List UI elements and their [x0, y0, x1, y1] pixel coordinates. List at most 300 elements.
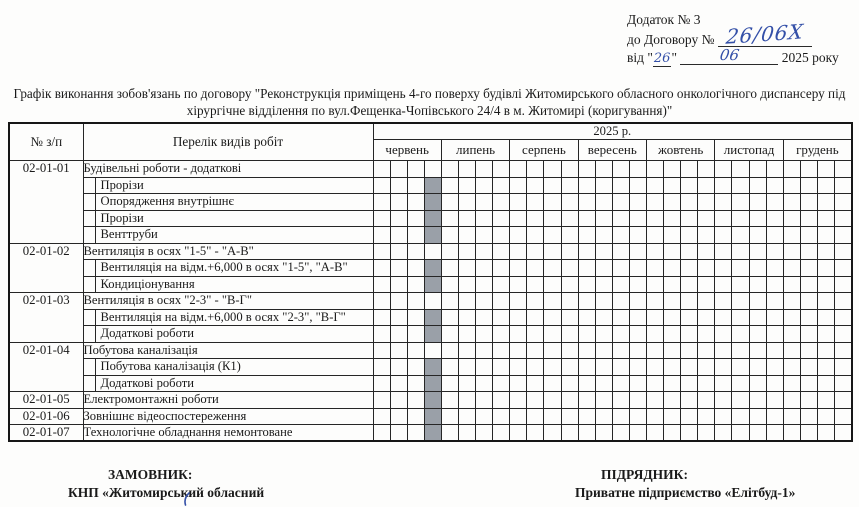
gantt-cell: [664, 177, 681, 194]
gantt-cell: [527, 260, 544, 277]
gantt-cell: [835, 392, 852, 409]
table-row: [9, 326, 852, 343]
gantt-cell: [629, 342, 646, 359]
year-header: 2025 р.: [373, 123, 852, 140]
gantt-cell: [766, 210, 783, 227]
work-item-label: Прорізи: [83, 177, 373, 194]
gantt-cell: [407, 194, 424, 211]
gantt-cell: [749, 293, 766, 310]
gantt-cell: [578, 161, 595, 178]
date-month-handwritten: 06: [718, 46, 741, 64]
gantt-cell: [715, 408, 732, 425]
gantt-cell: [664, 260, 681, 277]
gantt-cell: [527, 392, 544, 409]
gantt-cell-filled: [424, 309, 441, 326]
gantt-cell: [441, 425, 458, 442]
gantt-cell: [458, 260, 475, 277]
gantt-cell: [800, 359, 817, 376]
gantt-cell: [510, 392, 527, 409]
gantt-cell: [476, 227, 493, 244]
gantt-cell: [817, 161, 834, 178]
gantt-cell: [373, 243, 390, 260]
gantt-cell: [407, 392, 424, 409]
gantt-cell: [629, 227, 646, 244]
gantt-cell: [749, 309, 766, 326]
gantt-cell: [783, 210, 800, 227]
gantt-cell: [612, 210, 629, 227]
gantt-cell: [681, 177, 698, 194]
gantt-cell: [800, 177, 817, 194]
gantt-cell: [732, 276, 749, 293]
gantt-cell: [373, 326, 390, 343]
month-header: жовтень: [647, 140, 715, 161]
row-number: 02-01-07: [9, 425, 83, 442]
date-day-handwritten: 26: [653, 51, 671, 66]
gantt-cell: [800, 243, 817, 260]
gantt-cell: [800, 342, 817, 359]
gantt-cell: [595, 194, 612, 211]
gantt-cell: [441, 161, 458, 178]
gantt-cell: [390, 194, 407, 211]
gantt-cell: [800, 260, 817, 277]
work-item-label: Венттруби: [83, 227, 373, 244]
gantt-cell: [732, 210, 749, 227]
gantt-cell: [664, 408, 681, 425]
gantt-cell: [783, 177, 800, 194]
gantt-cell: [612, 243, 629, 260]
gantt-cell: [715, 276, 732, 293]
gantt-cell: [510, 375, 527, 392]
gantt-cell: [800, 293, 817, 310]
gantt-cell: [698, 161, 715, 178]
gantt-cell: [800, 326, 817, 343]
gantt-cell: [783, 425, 800, 442]
gantt-cell: [373, 227, 390, 244]
gantt-cell: [510, 276, 527, 293]
gantt-cell: [647, 375, 664, 392]
gantt-cell: [681, 243, 698, 260]
gantt-cell: [544, 194, 561, 211]
gantt-cell: [390, 425, 407, 442]
gantt-cell: [373, 210, 390, 227]
gantt-cell: [595, 227, 612, 244]
gantt-cell: [527, 177, 544, 194]
gantt-cell: [595, 293, 612, 310]
work-item-label: Будівельні роботи - додаткові: [83, 161, 373, 178]
gantt-cell: [493, 177, 510, 194]
gantt-cell: [458, 408, 475, 425]
gantt-cell: [390, 359, 407, 376]
gantt-cell: [732, 260, 749, 277]
gantt-cell: [578, 260, 595, 277]
gantt-cell: [629, 309, 646, 326]
gantt-cell: [835, 177, 852, 194]
gantt-cell: [441, 375, 458, 392]
gantt-cell: [715, 194, 732, 211]
gantt-cell: [578, 425, 595, 442]
gantt-cell: [476, 359, 493, 376]
gantt-cell: [647, 359, 664, 376]
gantt-cell: [458, 194, 475, 211]
gantt-cell: [800, 309, 817, 326]
gantt-cell: [527, 227, 544, 244]
gantt-cell: [595, 161, 612, 178]
gantt-cell: [749, 359, 766, 376]
gantt-cell: [783, 309, 800, 326]
gantt-cell: [544, 210, 561, 227]
gantt-cell: [629, 408, 646, 425]
gantt-cell: [647, 408, 664, 425]
gantt-cell: [424, 161, 441, 178]
gantt-cell: [681, 210, 698, 227]
gantt-cell: [698, 177, 715, 194]
gantt-cell: [835, 243, 852, 260]
work-item-label: Електромонтажні роботи: [83, 392, 373, 409]
gantt-cell: [510, 210, 527, 227]
gantt-cell: [664, 375, 681, 392]
gantt-cell: [458, 227, 475, 244]
gantt-cell: [749, 227, 766, 244]
gantt-cell: [476, 326, 493, 343]
gantt-cell: [629, 326, 646, 343]
gantt-cell: [612, 326, 629, 343]
gantt-cell: [510, 408, 527, 425]
gantt-cell: [458, 309, 475, 326]
gantt-cell: [390, 276, 407, 293]
gantt-cell: [783, 326, 800, 343]
gantt-cell: [732, 326, 749, 343]
gantt-cell: [373, 359, 390, 376]
gantt-cell: [561, 243, 578, 260]
gantt-cell: [510, 260, 527, 277]
gantt-cell: [629, 161, 646, 178]
gantt-cell: [527, 293, 544, 310]
gantt-cell: [578, 177, 595, 194]
gantt-cell: [612, 260, 629, 277]
gantt-cell: [476, 375, 493, 392]
gantt-cell: [817, 425, 834, 442]
gantt-cell: [476, 276, 493, 293]
gantt-cell: [835, 408, 852, 425]
gantt-cell: [407, 177, 424, 194]
table-row: [9, 408, 852, 425]
gantt-cell: [749, 177, 766, 194]
gantt-cell: [441, 276, 458, 293]
gantt-cell: [390, 293, 407, 310]
gantt-cell: [493, 375, 510, 392]
gantt-cell: [749, 425, 766, 442]
gantt-cell: [373, 194, 390, 211]
gantt-cell: [595, 359, 612, 376]
gantt-cell: [766, 425, 783, 442]
table-row: [9, 309, 852, 326]
gantt-cell-filled: [424, 194, 441, 211]
gantt-cell: [783, 392, 800, 409]
date-year: 2025 року: [781, 50, 839, 65]
gantt-cell: [664, 309, 681, 326]
gantt-cell: [527, 210, 544, 227]
work-item-label: Зовнішнє відеоспостереження: [83, 408, 373, 425]
table-row: [9, 227, 852, 244]
gantt-cell: [629, 210, 646, 227]
gantt-cell: [493, 359, 510, 376]
date-prefix: від ": [627, 50, 653, 65]
gantt-cell: [664, 227, 681, 244]
gantt-cell: [476, 293, 493, 310]
gantt-cell: [647, 425, 664, 442]
gantt-cell: [647, 309, 664, 326]
gantt-cell: [612, 359, 629, 376]
gantt-cell: [510, 243, 527, 260]
gantt-cell: [510, 425, 527, 442]
gantt-cell: [595, 392, 612, 409]
gantt-cell: [698, 210, 715, 227]
row-number: 02-01-01: [9, 161, 83, 244]
gantt-cell: [544, 293, 561, 310]
gantt-cell: [561, 359, 578, 376]
gantt-cell: [732, 375, 749, 392]
gantt-cell: [458, 392, 475, 409]
gantt-cell: [527, 276, 544, 293]
gantt-cell: [510, 177, 527, 194]
month-header: грудень: [783, 140, 852, 161]
work-item-label: Вентиляція на відм.+6,000 в осях "1-5", "А-В": [83, 260, 373, 277]
gantt-cell: [664, 210, 681, 227]
gantt-cell-filled: [424, 425, 441, 442]
gantt-cell: [441, 359, 458, 376]
gantt-cell: [698, 293, 715, 310]
gantt-cell: [766, 161, 783, 178]
gantt-cell: [715, 375, 732, 392]
gantt-cell: [476, 194, 493, 211]
gantt-cell: [629, 359, 646, 376]
title-line-1: Графік виконання зобов'язань по договору "Реконструкція приміщень 4-го поверху будівлі Житомирського обласного онкологічного диспансеру під: [13, 86, 846, 101]
gantt-cell: [817, 392, 834, 409]
gantt-cell: [698, 425, 715, 442]
gantt-cell: [407, 293, 424, 310]
gantt-cell: [458, 342, 475, 359]
gantt-cell: [647, 210, 664, 227]
gantt-cell: [612, 342, 629, 359]
gantt-cell: [476, 177, 493, 194]
gantt-cell: [544, 260, 561, 277]
gantt-cell: [835, 425, 852, 442]
gantt-cell: [527, 309, 544, 326]
gantt-cell: [647, 260, 664, 277]
gantt-cell: [681, 161, 698, 178]
gantt-cell: [544, 359, 561, 376]
gantt-cell: [544, 243, 561, 260]
gantt-cell: [835, 227, 852, 244]
table-row: [9, 293, 852, 310]
gantt-cell: [732, 194, 749, 211]
gantt-cell: [441, 326, 458, 343]
gantt-cell: [698, 359, 715, 376]
table-row: [9, 276, 852, 293]
gantt-cell: [493, 342, 510, 359]
gantt-cell: [595, 260, 612, 277]
gantt-cell: [424, 342, 441, 359]
gantt-cell: [390, 392, 407, 409]
gantt-cell: [715, 210, 732, 227]
gantt-cell-filled: [424, 326, 441, 343]
gantt-cell: [681, 276, 698, 293]
gantt-cell-filled: [424, 276, 441, 293]
gantt-cell: [578, 194, 595, 211]
gantt-cell: [783, 342, 800, 359]
gantt-cell: [441, 177, 458, 194]
gantt-cell: [390, 408, 407, 425]
gantt-cell-filled: [424, 260, 441, 277]
gantt-cell: [783, 359, 800, 376]
gantt-cell: [612, 194, 629, 211]
row-number: 02-01-06: [9, 408, 83, 425]
gantt-cell: [715, 342, 732, 359]
gantt-cell: [493, 227, 510, 244]
gantt-cell: [390, 309, 407, 326]
gantt-cell: [493, 243, 510, 260]
gantt-cell: [766, 227, 783, 244]
gantt-cell: [544, 309, 561, 326]
gantt-cell: [715, 161, 732, 178]
gantt-cell: [407, 425, 424, 442]
table-row: [9, 342, 852, 359]
work-item-label: Побутова каналізація: [83, 342, 373, 359]
gantt-cell: [493, 194, 510, 211]
gantt-cell: [510, 293, 527, 310]
gantt-cell: [595, 177, 612, 194]
gantt-cell: [681, 194, 698, 211]
gantt-cell: [407, 243, 424, 260]
gantt-cell: [544, 425, 561, 442]
document-title: [0, 86, 859, 119]
gantt-cell: [612, 227, 629, 244]
gantt-cell: [681, 392, 698, 409]
gantt-cell: [766, 392, 783, 409]
gantt-cell: [629, 392, 646, 409]
gantt-cell: [749, 194, 766, 211]
gantt-cell: [407, 359, 424, 376]
work-item-label: Додаткові роботи: [83, 375, 373, 392]
gantt-cell: [441, 243, 458, 260]
gantt-cell: [749, 408, 766, 425]
gantt-cell: [493, 293, 510, 310]
work-item-label: Кондиціонування: [83, 276, 373, 293]
gantt-cell: [595, 326, 612, 343]
gantt-cell: [373, 260, 390, 277]
gantt-cell: [424, 293, 441, 310]
gantt-cell: [561, 293, 578, 310]
gantt-cell: [595, 309, 612, 326]
gantt-cell: [732, 342, 749, 359]
gantt-cell: [458, 243, 475, 260]
gantt-cell: [407, 210, 424, 227]
gantt-cell: [407, 161, 424, 178]
gantt-cell: [835, 161, 852, 178]
gantt-cell: [698, 342, 715, 359]
gantt-cell: [629, 177, 646, 194]
gantt-cell: [373, 408, 390, 425]
gantt-cell: [578, 326, 595, 343]
table-row: [9, 392, 852, 409]
gantt-cell: [407, 227, 424, 244]
gantt-cell: [629, 260, 646, 277]
gantt-cell: [715, 177, 732, 194]
gantt-cell: [681, 293, 698, 310]
gantt-cell: [544, 375, 561, 392]
gantt-cell: [783, 375, 800, 392]
gantt-cell: [458, 161, 475, 178]
gantt-cell: [527, 425, 544, 442]
contract-number-handwritten: 26/06Х: [724, 19, 806, 49]
gantt-cell: [424, 243, 441, 260]
gantt-cell: [766, 309, 783, 326]
gantt-cell: [441, 392, 458, 409]
month-header: серпень: [510, 140, 578, 161]
gantt-cell: [458, 210, 475, 227]
gantt-cell: [732, 293, 749, 310]
table-row: [9, 375, 852, 392]
gantt-cell: [595, 425, 612, 442]
gantt-cell: [817, 210, 834, 227]
gantt-cell: [681, 260, 698, 277]
gantt-cell: [390, 326, 407, 343]
gantt-cell: [835, 210, 852, 227]
gantt-cell: [817, 243, 834, 260]
work-item-label: Додаткові роботи: [83, 326, 373, 343]
gantt-cell: [783, 243, 800, 260]
gantt-cell: [561, 309, 578, 326]
gantt-cell: [800, 392, 817, 409]
gantt-cell: [783, 260, 800, 277]
gantt-cell: [390, 177, 407, 194]
gantt-cell: [561, 177, 578, 194]
gantt-cell: [458, 177, 475, 194]
gantt-cell: [458, 276, 475, 293]
gantt-cell: [749, 276, 766, 293]
gantt-cell: [578, 408, 595, 425]
gantt-cell: [664, 392, 681, 409]
gantt-cell: [561, 425, 578, 442]
gantt-cell: [595, 342, 612, 359]
gantt-cell: [493, 408, 510, 425]
gantt-cell: [732, 227, 749, 244]
gantt-cell: [766, 342, 783, 359]
gantt-cell: [715, 293, 732, 310]
gantt-cell: [783, 293, 800, 310]
gantt-cell: [612, 309, 629, 326]
gantt-cell: [647, 227, 664, 244]
gantt-cell: [544, 342, 561, 359]
gantt-cell: [800, 276, 817, 293]
gantt-cell: [664, 276, 681, 293]
gantt-cell: [715, 243, 732, 260]
gantt-cell: [715, 326, 732, 343]
date-month-blank: [680, 46, 778, 65]
gantt-cell: [800, 375, 817, 392]
appendix-block: [627, 11, 839, 68]
gantt-cell: [681, 342, 698, 359]
gantt-cell: [817, 260, 834, 277]
gantt-cell: [698, 326, 715, 343]
gantt-cell: [732, 425, 749, 442]
column-header-num: № з/п: [9, 123, 83, 161]
gantt-cell: [441, 227, 458, 244]
table-row: [9, 260, 852, 277]
gantt-cell: [476, 243, 493, 260]
gantt-cell: [390, 210, 407, 227]
gantt-cell: [681, 408, 698, 425]
